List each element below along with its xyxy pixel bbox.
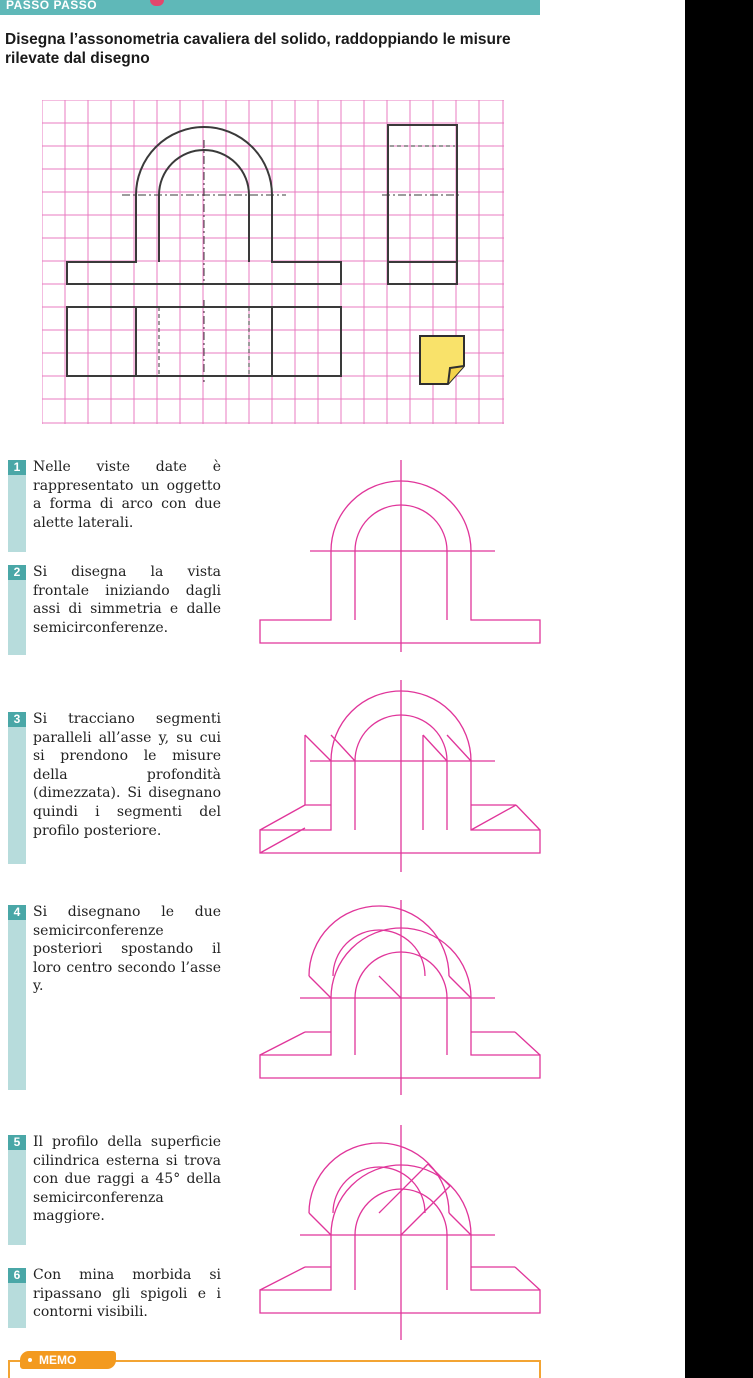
side-view: [388, 125, 457, 284]
step-6-text: Con mina morbida si ripassano gli spigoli e i contorni visibili.: [33, 1267, 221, 1321]
section-header-bar: [0, 0, 540, 15]
step-6-number: 6: [8, 1268, 26, 1283]
step-5-number: 5: [8, 1135, 26, 1150]
exercise-title: Disegna l’assonometria cavaliera del solido, raddoppiando le misure rilevate dal disegno: [5, 31, 511, 67]
step-4-bar: [8, 905, 26, 1090]
orthographic-views-grid: [42, 100, 504, 424]
step-2-text: Si disegna la vista frontale iniziando dagli assi di simmetria e dalle semicirconferenze.: [33, 564, 221, 636]
figure-final-cavalier: [235, 1120, 545, 1345]
figure-rear-semicircles: [235, 895, 545, 1100]
step-3-text: Si tracciano segmenti paralleli all’asse y, su cui si prendono le misure della profondità (dimezzata). Si disegnano quindi i segmenti del profilo posteriore.: [33, 711, 221, 839]
step-4-number: 4: [8, 905, 26, 920]
section-label: PASSO PASSO: [6, 0, 98, 12]
step-5-bar: [8, 1135, 26, 1245]
header-marker: [150, 0, 164, 6]
step-3-number: 3: [8, 712, 26, 727]
step-1-text: Nelle viste date è rappresentato un oggetto a forma di arco con due alette laterali.: [33, 459, 221, 531]
step-3-bar: [8, 712, 26, 864]
step-2-number: 2: [8, 565, 26, 580]
step-5-text: Il profilo della superficie cilindrica esterna si trova con due raggi a 45° della semicirconferenza maggiore.: [33, 1134, 221, 1225]
memo-tab: [20, 1351, 116, 1369]
figure-depth-segments: [255, 675, 545, 875]
memo-label: MEMO: [39, 1353, 77, 1367]
step-1-number: 1: [8, 460, 26, 475]
screen-edge: [685, 0, 753, 1378]
figure-front-view-construction: [255, 455, 545, 655]
sticky-note-icon: [420, 336, 464, 384]
step-4-text: Si disegnano le due semicirconferenze posteriori spostando il loro centro secondo l’asse y.: [33, 904, 221, 995]
